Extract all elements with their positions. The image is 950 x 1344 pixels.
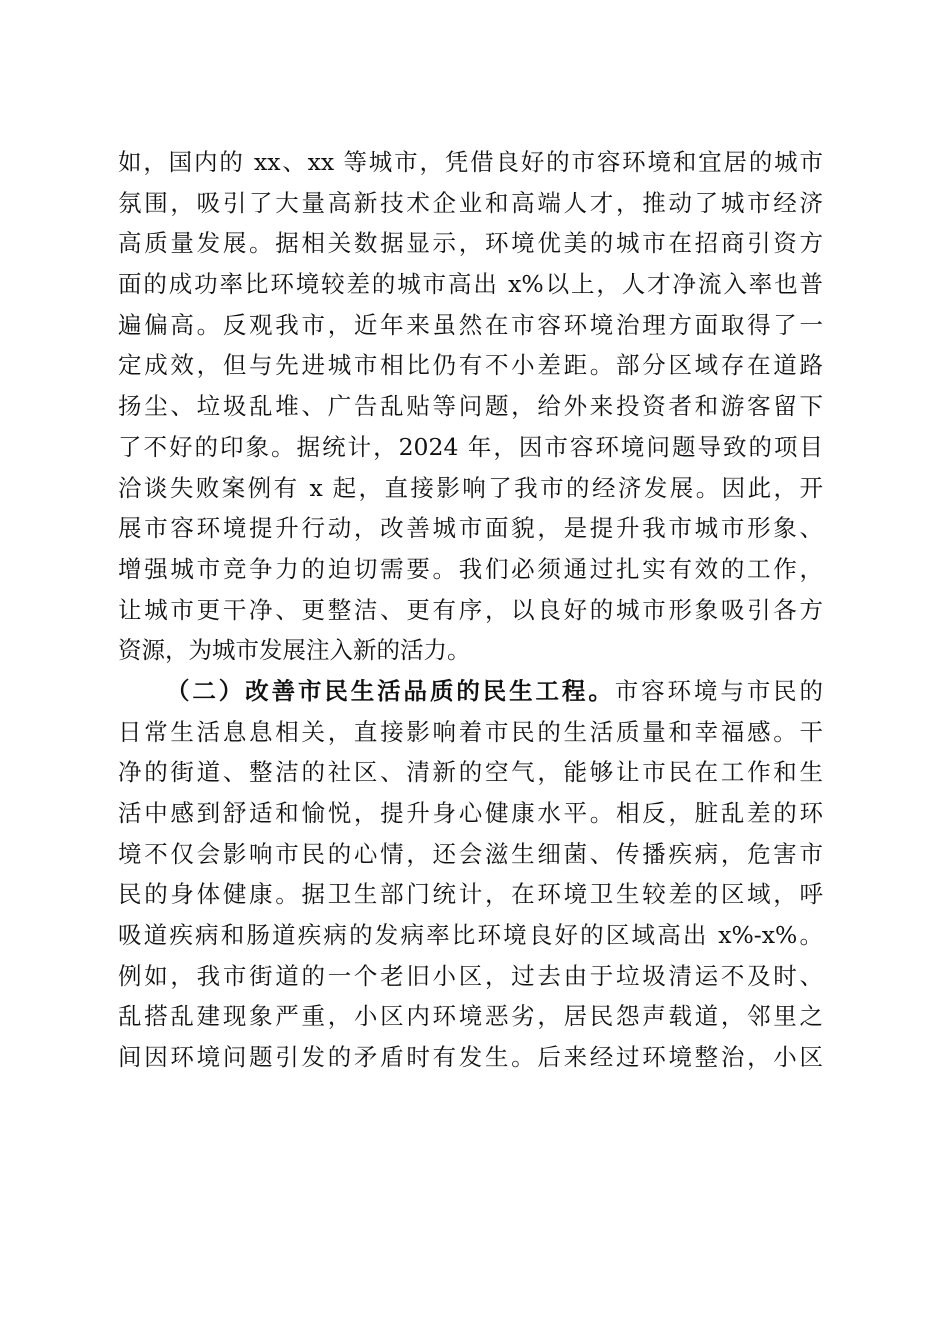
- paragraph-line: 让城市更干净、更整洁、更有序，以良好的城市形象吸引各方: [118, 595, 823, 624]
- paragraph-line: 民的身体健康。据卫生部门统计，在环境卫生较差的区域，呼: [118, 880, 823, 909]
- paragraph-line: 日常生活息息相关，直接影响着市民的生活质量和幸福感。干: [118, 717, 823, 746]
- document-body: [118, 142, 823, 1078]
- paragraph-line: 活中感到舒适和愉悦，提升身心健康水平。相反，脏乱差的环: [118, 799, 823, 827]
- paragraph-line: 遍偏高。反观我市，近年来虽然在市容环境治理方面取得了一: [118, 310, 823, 339]
- paragraph-2: [118, 671, 823, 1078]
- paragraph-line: 了不好的印象。据统计，2024 年，因市容环境问题导致的项目: [118, 432, 823, 461]
- paragraph-line: 高质量发展。据相关数据显示，环境优美的城市在招商引资方: [118, 229, 823, 258]
- paragraph-line: 例如，我市街道的一个老旧小区，过去由于垃圾清运不及时、: [118, 961, 823, 990]
- paragraph-line: 洽谈失败案例有 x 起，直接影响了我市的经济发展。因此，开: [118, 473, 823, 502]
- paragraph-line: 扬尘、垃圾乱堆、广告乱贴等问题，给外来投资者和游客留下: [118, 392, 823, 421]
- paragraph-line: 间因环境问题引发的矛盾时有发生。后来经过环境整治，小区: [118, 1043, 823, 1072]
- paragraph-line: 定成效，但与先进城市相比仍有不小差距。部分区域存在道路: [118, 351, 823, 380]
- paragraph-line: 净的街道、整洁的社区、清新的空气，能够让市民在工作和生: [118, 758, 823, 787]
- paragraph-line: 资源，为城市发展注入新的活力。: [118, 636, 471, 665]
- paragraph-line: 吸道疾病和肠道疾病的发病率比环境良好的区域高出 x%-x%。: [118, 921, 823, 950]
- paragraph-line: 乱搭乱建现象严重，小区内环境恶劣，居民怨声载道，邻里之: [118, 1002, 823, 1031]
- paragraph-line: 展市容环境提升行动，改善城市面貌，是提升我市城市形象、: [118, 514, 823, 543]
- paragraph-line: 境不仅会影响市民的心情，还会滋生细菌、传播疾病，危害市: [118, 839, 823, 868]
- paragraph-line: 增强城市竞争力的迫切需要。我们必须通过扎实有效的工作，: [118, 554, 823, 583]
- paragraph-line: 面的成功率比环境较差的城市高出 x%以上，人才净流入率也普: [118, 270, 823, 299]
- paragraph-line: 如，国内的 xx、xx 等城市，凭借良好的市容环境和宜居的城市: [118, 148, 823, 176]
- paragraph-text: 市容环境与市民的: [614, 676, 824, 705]
- section-heading: （二）改善市民生活品质的民生工程。: [166, 676, 615, 705]
- paragraph-1: [118, 142, 823, 671]
- paragraph-line: 氛围，吸引了大量高新技术企业和高端人才，推动了城市经济: [118, 188, 823, 217]
- paragraph-first-line: [118, 671, 823, 712]
